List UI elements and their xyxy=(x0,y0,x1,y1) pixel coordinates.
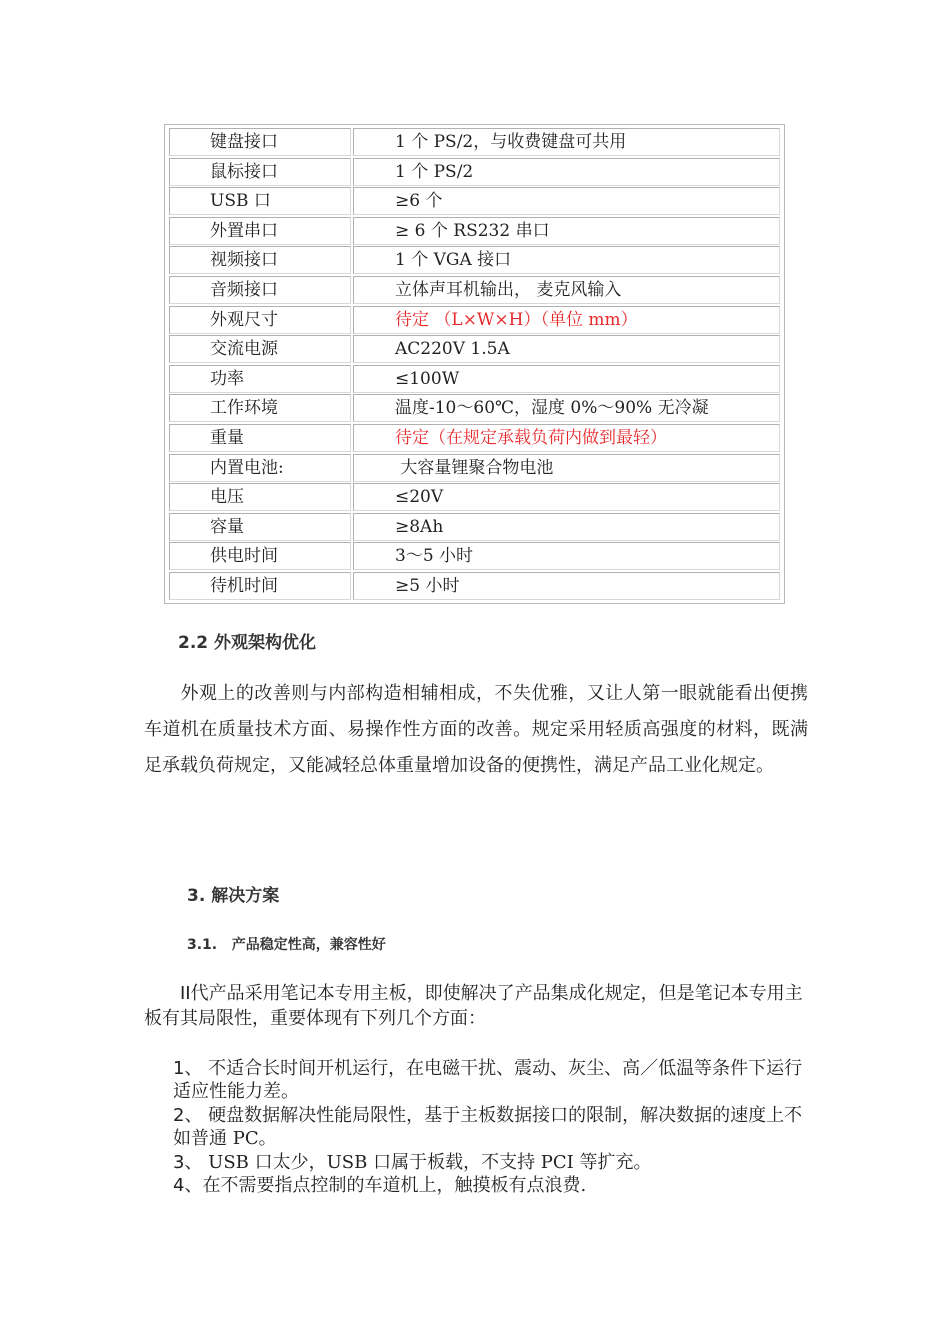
list-item-number: 3、 xyxy=(173,1151,203,1173)
spec-name-cell: 键盘接口 xyxy=(169,128,351,156)
spec-table xyxy=(164,124,785,604)
spec-value-cell: 1 个 PS/2，与收费键盘可共用 xyxy=(353,128,780,156)
spec-row xyxy=(168,217,781,247)
issue-list-item xyxy=(173,1151,813,1174)
intro-prefix: II xyxy=(180,983,191,1004)
spec-value-cell: ≥8Ah xyxy=(353,513,780,541)
spec-value-cell: ≤20V xyxy=(353,483,780,511)
spec-name-cell: 功率 xyxy=(169,365,351,393)
spec-row xyxy=(168,454,781,484)
spec-value-cell: 待定（在规定承载负荷内做到最轻） xyxy=(353,424,780,452)
spec-value-cell: ≥6 个 xyxy=(353,187,780,215)
section-2-2-paragraph xyxy=(144,676,808,784)
spec-value-cell: 1 个 PS/2 xyxy=(353,158,780,186)
spec-row xyxy=(168,128,781,158)
spec-name-cell: 音频接口 xyxy=(169,276,351,304)
spec-name-cell: 待机时间 xyxy=(169,572,351,600)
spec-value-cell: 3～5 小时 xyxy=(353,542,780,570)
paragraph-text: 外观上的改善则与内部构造相辅相成，不失优雅，又让人第一眼就能看出便携车道机在质量技术方面、易操作性方面的改善。规定采用轻质高强度的材料，既满足承载负荷规定，又能减轻总体重量增加设备的便携性，满足产品工业化规定。 xyxy=(144,683,808,776)
list-item-text: 硬盘数据解决性能局限性，基于主板数据接口的限制，解决数据的速度上不如普通 PC。 xyxy=(173,1104,803,1150)
spec-row xyxy=(168,306,781,336)
section-heading-3: 3. 解决方案 xyxy=(187,886,280,906)
spec-row xyxy=(168,483,781,513)
spec-name-cell: 内置电池: xyxy=(169,454,351,482)
spec-row xyxy=(168,365,781,395)
spec-value-cell: AC220V 1.5A xyxy=(353,335,780,363)
spec-value-cell: 1 个 VGA 接口 xyxy=(353,246,780,274)
spec-value-cell: ≥ 6 个 RS232 串口 xyxy=(353,217,780,245)
list-item-text: USB 口太少，USB 口属于板载，不支持 PCI 等扩充。 xyxy=(202,1151,652,1173)
spec-row xyxy=(168,572,781,602)
spec-row xyxy=(168,513,781,543)
spec-row xyxy=(168,158,781,188)
issue-list-item xyxy=(173,1057,813,1104)
spec-name-cell: 工作环境 xyxy=(169,394,351,422)
spec-name-cell: 容量 xyxy=(169,513,351,541)
spec-row xyxy=(168,394,781,424)
spec-value-cell: 大容量锂聚合物电池 xyxy=(353,454,780,482)
spec-name-cell: 视频接口 xyxy=(169,246,351,274)
spec-name-cell: 重量 xyxy=(169,424,351,452)
list-item-number: 2、 xyxy=(173,1104,203,1126)
spec-row xyxy=(168,424,781,454)
spec-value-cell: 温度-10～60℃，湿度 0%～90% 无冷凝 xyxy=(353,394,780,422)
spec-row xyxy=(168,335,781,365)
spec-value-cell: 立体声耳机输出， 麦克风输入 xyxy=(353,276,780,304)
list-item-text: 不适合长时间开机运行，在电磁干扰、震动、灰尘、高／低温等条件下运行适应性能力差。 xyxy=(173,1058,803,1103)
section-heading-2-2: 2.2 外观架构优化 xyxy=(178,633,317,653)
spec-name-cell: 外观尺寸 xyxy=(169,306,351,334)
spec-name-cell: 外置串口 xyxy=(169,217,351,245)
issue-list xyxy=(173,1057,813,1197)
intro-text: 代产品采用笔记本专用主板，即使解决了产品集成化规定，但是笔记本专用主板有其局限性，重要体现有下列几个方面： xyxy=(144,983,803,1029)
list-item-number: 1、 xyxy=(173,1058,203,1079)
spec-value-cell: ≥5 小时 xyxy=(353,572,780,600)
spec-row xyxy=(168,276,781,306)
section-subheading-3-1: 3.1. 产品稳定性高，兼容性好 xyxy=(187,937,386,953)
issue-list-item xyxy=(173,1104,813,1151)
spec-name-cell: 供电时间 xyxy=(169,542,351,570)
issue-list-item xyxy=(173,1174,813,1197)
spec-value-cell: ≤100W xyxy=(353,365,780,393)
spec-row xyxy=(168,542,781,572)
spec-name-cell: 鼠标接口 xyxy=(169,158,351,186)
spec-value-cell: 待定 （L×W×H）（单位 mm） xyxy=(353,306,780,334)
list-item-text: 在不需要指点控制的车道机上，触摸板有点浪费. xyxy=(202,1175,587,1197)
section-3-intro xyxy=(144,981,808,1031)
spec-name-cell: USB 口 xyxy=(169,187,351,215)
spec-name-cell: 电压 xyxy=(169,483,351,511)
list-item-number: 4、 xyxy=(173,1175,203,1197)
spec-row xyxy=(168,187,781,217)
spec-row xyxy=(168,246,781,276)
spec-name-cell: 交流电源 xyxy=(169,335,351,363)
